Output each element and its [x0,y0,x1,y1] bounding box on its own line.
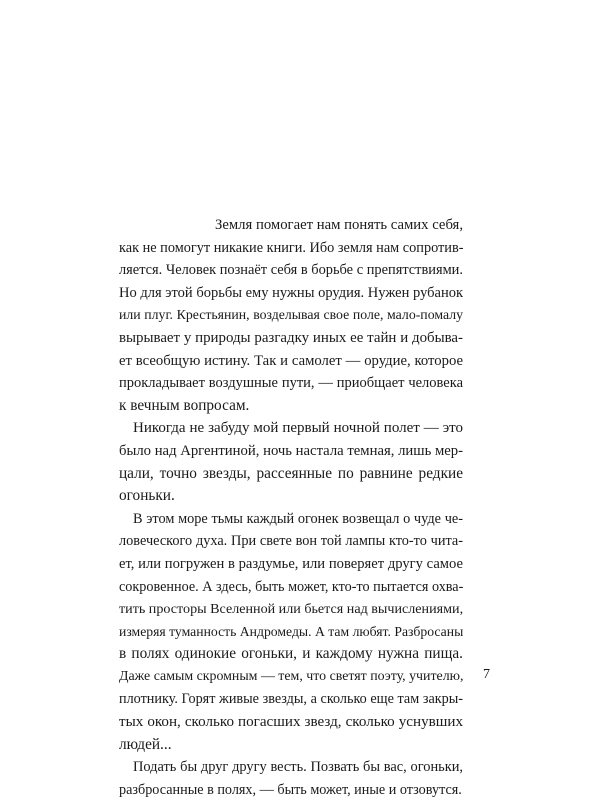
text-line: людей... [119,735,172,753]
text-line: вырывает у природы разгадку иных ее тайн и добыва- [119,329,463,346]
text-line: измеряя туманность Андромеды. А там любят. Разбросаны [119,623,463,639]
text-line: ет всеобщую истину. Так и самолет — орудие, которое [119,352,463,369]
text-line: к вечным вопросам. [119,396,250,414]
text-line: Даже самым скромным — тем, что светят поэту, учителю, [119,668,463,684]
text-line: разбросанные в полях, — быть может, иные и отзовутся. [119,781,462,798]
text-line: сокровенное. А здесь, быть может, кто-то пытается охва- [119,578,463,595]
text-line: прокладывает воздушные пути, — приобщает человека [119,375,463,392]
text-line: ет, или погружен в раздумье, или поверяет другу самое [119,555,463,572]
text-line: Никогда не забуду мой первый ночной полет — это [133,420,463,437]
text-line: плотнику. Горят живые звезды, а сколько еще там закры- [119,691,463,708]
text-line: Подать бы друг другу весть. Позвать бы вас, огоньки, [133,759,463,776]
text-line: цали, точно звезды, рассеянные по равнине редкие [119,464,463,482]
page-number: 7 [483,667,490,682]
paragraph-1 [119,214,463,417]
text-line: тых окон, сколько погасших звезд, сколько уснувших [119,714,463,731]
text-line: тить просторы Вселенной или бьется над вычислениями, [119,601,463,618]
text-line: Земля помогает нам понять самих себя, [215,217,463,233]
text-line: В этом море тьмы каждый огонек возвещал о чуде че- [133,510,463,527]
paragraph-3 [119,508,463,757]
paragraph-4 [119,756,463,801]
text-line: огоньки. [119,487,175,505]
text-line: ловеческого духа. При свете вон той лампы кто-то чита- [119,533,463,550]
text-line: Но для этой борьбы ему нужны орудия. Нужен рубанок [119,284,463,301]
text-line: или плуг. Крестьянин, возделывая свое поле, мало-помалу [119,307,463,323]
text-line: ляется. Человек познаёт себя в борьбе с препятствиями. [119,262,463,279]
text-line: в полях одинокие огоньки, и каждому нужна пища. [119,645,463,663]
body-text [119,214,463,801]
paragraph-2 [119,417,463,507]
text-line: было над Аргентиной, ночь настала темная, лишь мер- [119,442,463,459]
text-line: как не помогут никакие книги. Ибо земля нам сопротив- [119,239,463,256]
